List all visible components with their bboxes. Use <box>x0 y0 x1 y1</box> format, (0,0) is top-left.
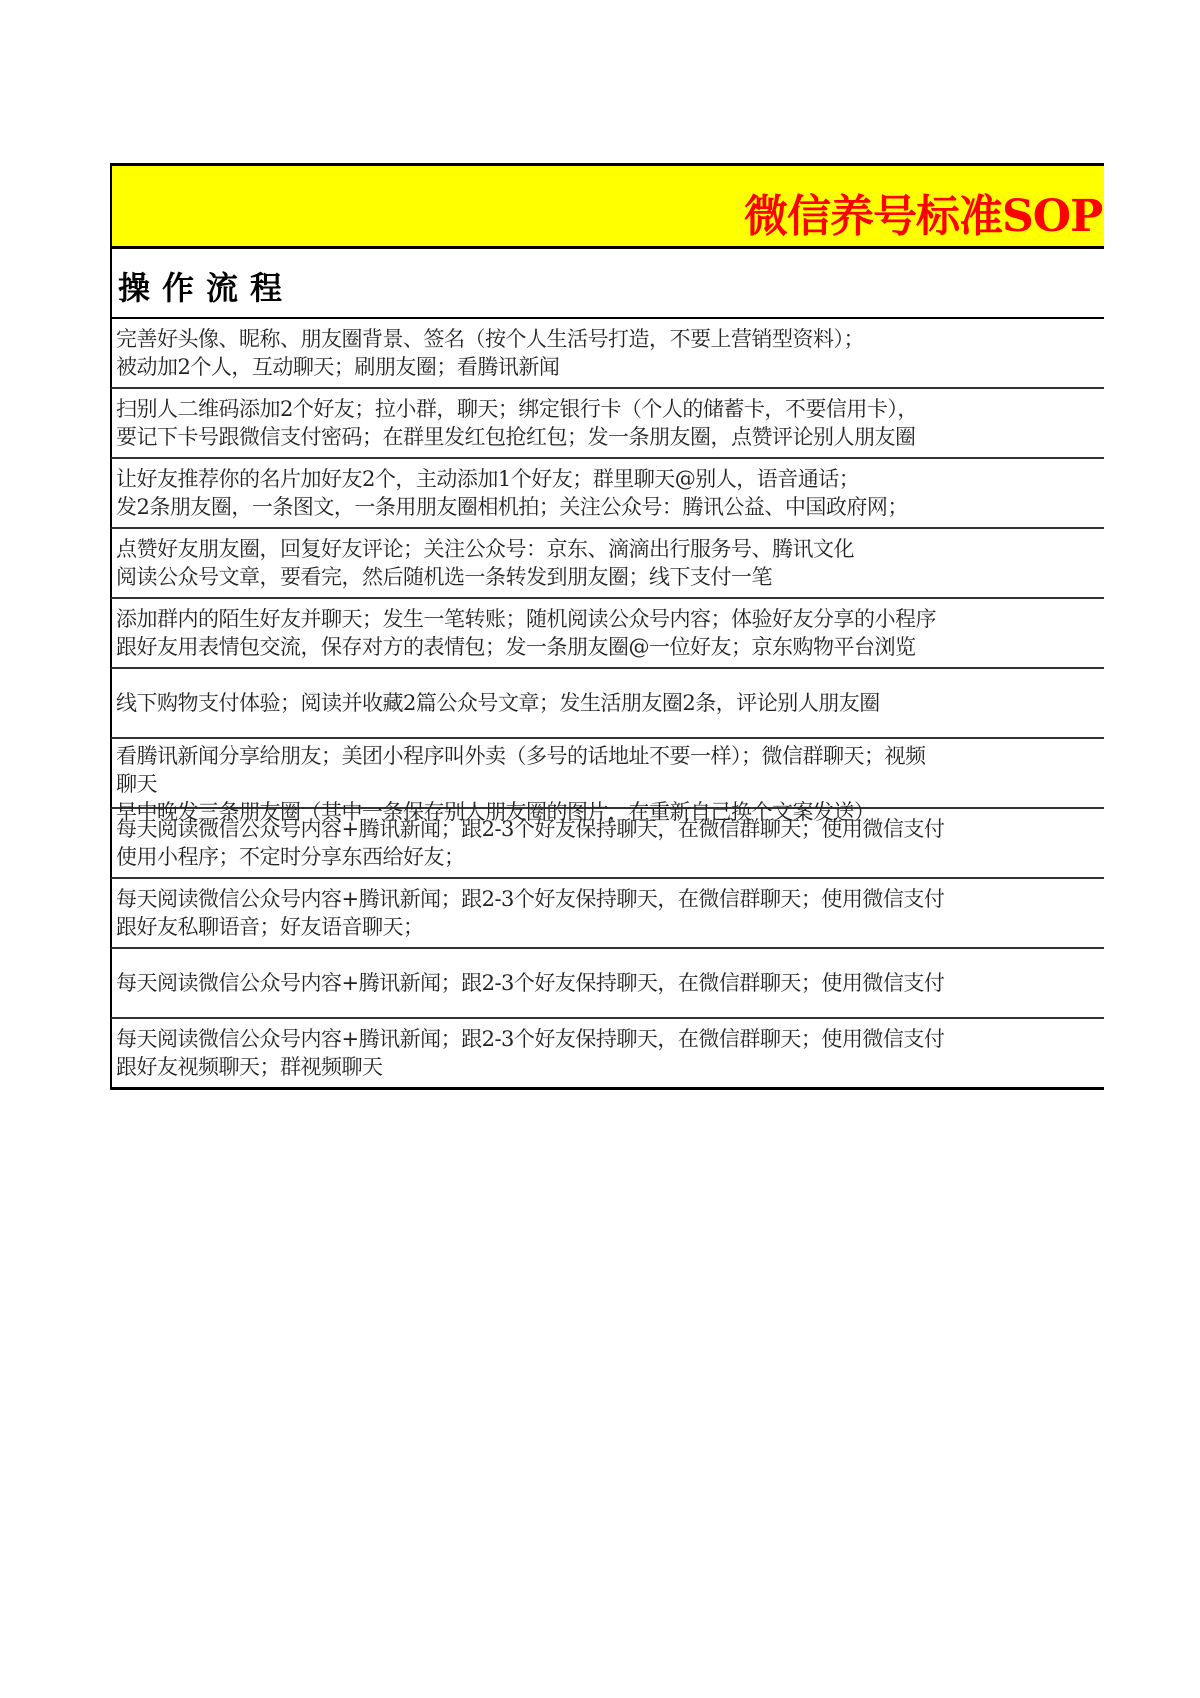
step-text-line: 跟好友私聊语音；好友语音聊天； <box>116 915 424 939</box>
step-text-line: 让好友推荐你的名片加好友2个，主动添加1个好友；群里聊天@别人，语音通话； <box>116 467 860 491</box>
step-row[interactable] <box>110 1019 1104 1090</box>
step-text-line: 要记下卡号跟微信支付密码；在群里发红包抢红包；发一条朋友圈，点赞评论别人朋友圈 <box>116 425 916 449</box>
step-row[interactable] <box>110 739 1104 824</box>
header-cell[interactable] <box>110 249 1104 319</box>
step-rows <box>110 319 1104 1090</box>
step-text-line: 早中晚发三条朋友圈（其中一条保存别人朋友圈的图片，在重新自己换个文案发送） <box>116 800 875 824</box>
step-row[interactable] <box>110 389 1104 459</box>
step-text-line: 发2条朋友圈，一条图文，一条用朋友圈相机拍；关注公众号：腾讯公益、中国政府网； <box>116 495 908 519</box>
step-row[interactable] <box>110 459 1104 529</box>
step-text-line: 跟好友用表情包交流，保存对方的表情包；发一条朋友圈@一位好友；京东购物平台浏览 <box>116 635 916 659</box>
step-text-line: 添加群内的陌生好友并聊天；发生一笔转账；随机阅读公众号内容；体验好友分享的小程序 <box>116 607 936 631</box>
step-text-line: 看腾讯新闻分享给朋友；美团小程序叫外卖（多号的话地址不要一样）；微信群聊天；视频 <box>116 744 926 768</box>
step-text-line: 线下购物支付体验；阅读并收藏2篇公众号文章；发生活朋友圈2条，评论别人朋友圈 <box>116 691 880 715</box>
step-text-line: 使用小程序；不定时分享东西给好友； <box>116 845 465 869</box>
step-row[interactable] <box>110 879 1104 949</box>
spreadsheet <box>110 163 1104 1090</box>
step-text-line: 完善好头像、昵称、朋友圈背景、签名（按个人生活号打造，不要上营销型资料）； <box>116 327 864 351</box>
step-text-line: 每天阅读微信公众号内容+腾讯新闻；跟2-3个好友保持聊天，在微信群聊天；使用微信支付 <box>116 1027 945 1051</box>
title-cell[interactable] <box>110 163 1104 249</box>
step-text-line: 阅读公众号文章，要看完，然后随机选一条转发到朋友圈；线下支付一笔 <box>116 565 772 589</box>
step-text-line: 每天阅读微信公众号内容+腾讯新闻；跟2-3个好友保持聊天，在微信群聊天；使用微信支付 <box>116 817 945 841</box>
step-row[interactable] <box>110 669 1104 739</box>
step-text-line: 每天阅读微信公众号内容+腾讯新闻；跟2-3个好友保持聊天，在微信群聊天；使用微信支付 <box>116 971 945 995</box>
step-text-line: 每天阅读微信公众号内容+腾讯新闻；跟2-3个好友保持聊天，在微信群聊天；使用微信支付 <box>116 887 945 911</box>
step-row[interactable] <box>110 809 1104 879</box>
step-text-line: 扫别人二维码添加2个好友；拉小群，聊天；绑定银行卡（个人的储蓄卡，不要信用卡）， <box>116 397 918 421</box>
step-text-line: 聊天 <box>116 772 157 796</box>
step-row[interactable] <box>110 529 1104 599</box>
step-row[interactable] <box>110 319 1104 389</box>
sheet-title: 微信养号标准SOP <box>744 191 1103 242</box>
step-row[interactable] <box>110 599 1104 669</box>
step-row[interactable] <box>110 949 1104 1019</box>
step-text-line: 点赞好友朋友圈，回复好友评论；关注公众号：京东、滴滴出行服务号、腾讯文化 <box>116 537 854 561</box>
step-text-line: 跟好友视频聊天；群视频聊天 <box>116 1055 383 1079</box>
section-header: 操作流程 <box>118 269 295 307</box>
step-text-line: 被动加2个人，互动聊天；刷朋友圈；看腾讯新闻 <box>116 355 560 379</box>
